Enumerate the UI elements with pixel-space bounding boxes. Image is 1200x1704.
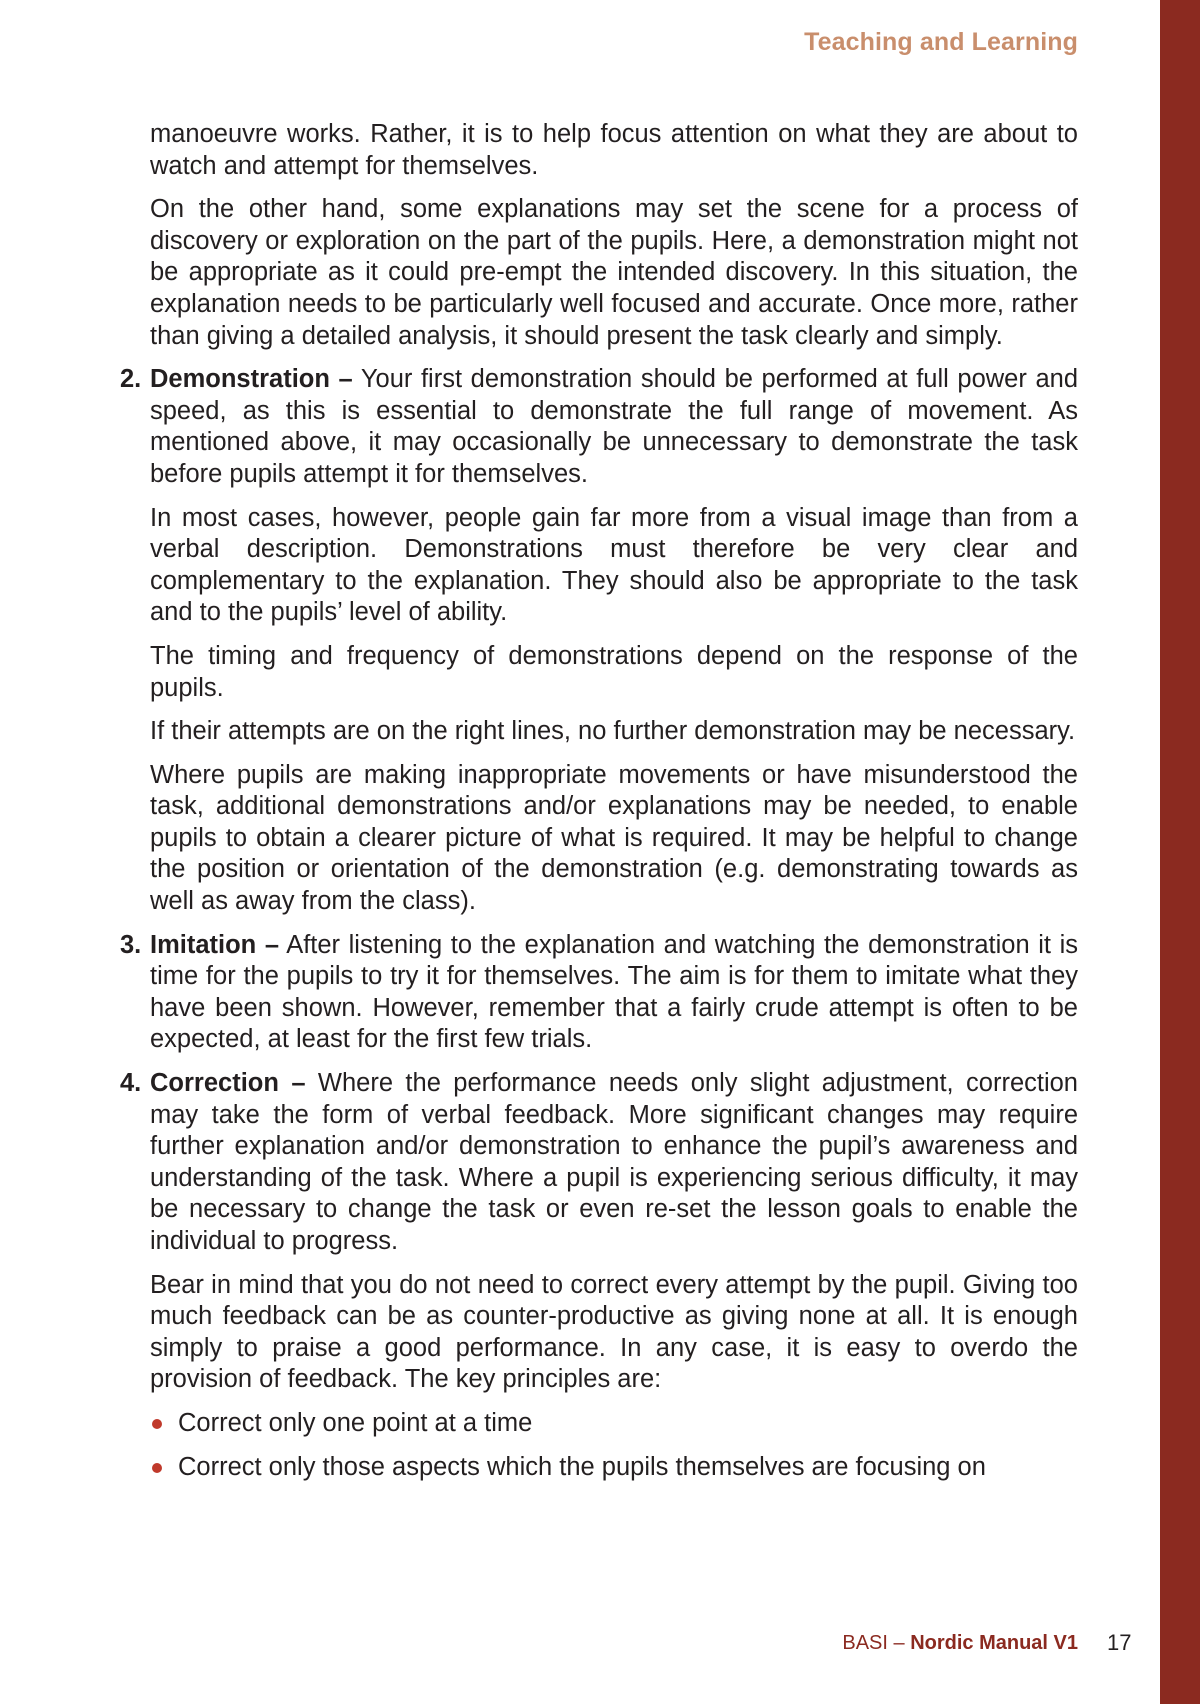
body-paragraph: The timing and frequency of demonstrations depend on the response of the pupils. xyxy=(150,641,1078,702)
list-item xyxy=(150,1452,1078,1484)
list-item xyxy=(150,1408,1078,1440)
body-paragraph: If their attempts are on the right lines, no further demonstration may be necessary. xyxy=(150,717,1076,746)
item-title: Imitation – xyxy=(150,930,280,959)
item-text: Where the performance needs only slight adjustment, correction may take the form of verbal feedback. More significant changes may require further explanation and/or demonstration to enhance the pupil’s awareness and understanding of the task. Where a pupil is experiencing serious difficulty, it may be necessary to change the task or even re-set the lesson goals to enable the individual to progress. xyxy=(150,1069,1078,1255)
body-paragraph: manoeuvre works. Rather, it is to help focus attention on what they are about to watch and attempt for themselves. xyxy=(150,120,1078,180)
item-number: 4. xyxy=(120,1069,142,1098)
item-number: 3. xyxy=(120,930,142,959)
footer-manual-title xyxy=(0,1632,1078,1655)
body-paragraph: In most cases, however, people gain far more from a visual image than from a verbal description. Demonstrations must therefore be very clear and complementary to the explanation. They should also be appropriate to the task and to the pupils’ level of ability. xyxy=(150,503,1078,627)
item-number: 2. xyxy=(120,365,142,394)
body-paragraph: Where pupils are making inappropriate movements or have misunderstood the task, additional demonstrations and/or explanations may be needed, to enable pupils to obtain a clearer picture of what is required. It may be helpful to change the position or orientation of the demonstration (e.g. demonstrating towards as well as away from the class). xyxy=(150,760,1078,916)
numbered-item-demonstration xyxy=(120,364,1078,490)
page-body xyxy=(120,119,1078,1495)
body-paragraph: On the other hand, some explanations may set the scene for a process of discovery or exploration on the part of the pupils. Here, a demonstration might not be appropriate as it could pre-empt the intended discovery. In this situation, the explanation needs to be particularly well focused and accurate. Once more, rather than giving a detailed analysis, it should present the task clearly and simply. xyxy=(150,195,1078,350)
numbered-item-correction xyxy=(120,1068,1078,1258)
footer-org: BASI – xyxy=(842,1632,911,1654)
bullet-icon xyxy=(152,1419,162,1429)
item-text: After listening to the explanation and watching the demonstration it is time for the pupils to try it for themselves. The aim is for them to imitate what they have been shown. However, remember that a fairly crude attempt is often to be expected, at least for the first few trials. xyxy=(150,930,1078,1054)
page-number: 17 xyxy=(1107,1630,1132,1655)
bullet-icon xyxy=(152,1463,162,1473)
list-item-text: Correct only those aspects which the pupils themselves are focusing on xyxy=(178,1452,986,1481)
section-header-title: Teaching and Learning xyxy=(804,28,1078,56)
body-paragraph: Bear in mind that you do not need to correct every attempt by the pupil. Giving too much feedback can be as counter-productive as giving none at all. It is enough simply to praise a good performance. In any case, it is easy to overdo the provision of feedback. The key principles are: xyxy=(150,1270,1078,1394)
key-principles-list xyxy=(150,1408,1078,1483)
list-item-text: Correct only one point at a time xyxy=(178,1408,533,1437)
item-text: Your first demonstration should be performed at full power and speed, as this is essential to demonstrate the full range of movement. As mentioned above, it may occasionally be unnecessary to demonstrate the task before pupils attempt it for themselves. xyxy=(150,365,1078,488)
item-title: Demonstration – xyxy=(150,365,353,394)
item-title: Correction – xyxy=(150,1069,306,1098)
numbered-item-imitation xyxy=(120,930,1078,1056)
side-color-bar xyxy=(1160,0,1200,1704)
footer-manual-name: Nordic Manual V1 xyxy=(910,1632,1078,1654)
